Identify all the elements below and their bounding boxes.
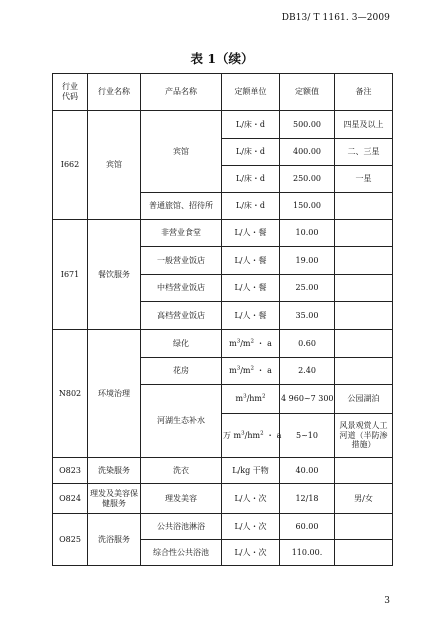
cell-note <box>335 247 393 275</box>
cell-value: 250.00 <box>280 166 335 193</box>
cell-value: 150.00 <box>280 193 335 220</box>
cell-product: 绿化 <box>141 330 222 358</box>
cell-value: 10.00 <box>280 220 335 247</box>
header-code: 行业 代码 <box>53 74 88 111</box>
cell-unit: L/人・次 <box>222 514 280 540</box>
cell-product: 综合性公共浴池 <box>141 540 222 566</box>
cell-product: 宾馆 <box>141 111 222 193</box>
cell-unit: L/人・次 <box>222 484 280 514</box>
header-industry: 行业名称 <box>88 74 141 111</box>
cell-product: 河湖生态补水 <box>141 385 222 458</box>
cell-value: 0.60 <box>280 330 335 358</box>
cell-note <box>335 514 393 540</box>
cell-note: 风景观赏人工河道（半防渗措施） <box>335 414 393 458</box>
cell-note <box>335 302 393 330</box>
cell-product: 理发美容 <box>141 484 222 514</box>
cell-code: I671 <box>53 220 88 330</box>
cell-unit: L/床・d <box>222 111 280 139</box>
table-row <box>53 111 393 139</box>
cell-note <box>335 358 393 385</box>
cell-value: 60.00 <box>280 514 335 540</box>
cell-note: 公园湖泊 <box>335 385 393 414</box>
cell-unit: L/床・d <box>222 139 280 166</box>
cell-product: 普通旅馆、招待所 <box>141 193 222 220</box>
cell-industry: 理发及美容保健服务 <box>88 484 141 514</box>
cell-value: 25.00 <box>280 275 335 302</box>
cell-value: 12/18 <box>280 484 335 514</box>
cell-note <box>335 540 393 566</box>
cell-note: 二、三星 <box>335 139 393 166</box>
cell-value: 2.40 <box>280 358 335 385</box>
cell-note <box>335 193 393 220</box>
cell-unit: L/人・餐 <box>222 275 280 302</box>
cell-unit: L/人・餐 <box>222 220 280 247</box>
cell-product: 非营业食堂 <box>141 220 222 247</box>
cell-note: 男/女 <box>335 484 393 514</box>
cell-note: 四星及以上 <box>335 111 393 139</box>
cell-value: 110.00. <box>280 540 335 566</box>
cell-unit: $m^3/hm^2$ <box>222 385 280 414</box>
cell-industry: 环境治理 <box>88 330 141 458</box>
cell-code: O824 <box>53 484 88 514</box>
cell-note <box>335 458 393 484</box>
cell-note <box>335 275 393 302</box>
cell-industry: 洗染服务 <box>88 458 141 484</box>
cell-code: I662 <box>53 111 88 220</box>
table-row <box>53 458 393 484</box>
cell-unit: L/床・d <box>222 193 280 220</box>
cell-product: 一般营业饭店 <box>141 247 222 275</box>
water-quota-table <box>52 73 393 566</box>
cell-industry: 宾馆 <box>88 111 141 220</box>
cell-unit: L/人・餐 <box>222 247 280 275</box>
cell-value: 500.00 <box>280 111 335 139</box>
header-product: 产品名称 <box>141 74 222 111</box>
table-row <box>53 484 393 514</box>
cell-value: 40.00 <box>280 458 335 484</box>
header-note: 备注 <box>335 74 393 111</box>
cell-value: 400.00 <box>280 139 335 166</box>
cell-industry: 餐饮服务 <box>88 220 141 330</box>
table-row <box>53 330 393 358</box>
cell-unit: $m^3/m^2$ ・ a <box>222 330 280 358</box>
page-number: 3 <box>384 596 390 606</box>
cell-unit: 万 $m^3/hm^2$ ・ a <box>222 414 280 458</box>
standard-code: DB13/ T 1161. 3—2009 <box>281 13 390 23</box>
cell-industry: 洗浴服务 <box>88 514 141 566</box>
cell-value: 19.00 <box>280 247 335 275</box>
cell-unit: L/人・餐 <box>222 302 280 330</box>
cell-code: N802 <box>53 330 88 458</box>
cell-note <box>335 330 393 358</box>
cell-code: O823 <box>53 458 88 484</box>
cell-product: 洗衣 <box>141 458 222 484</box>
cell-unit: L/kg 干物 <box>222 458 280 484</box>
header-value: 定额值 <box>280 74 335 111</box>
table-title: 表 1（续） <box>190 51 254 66</box>
cell-note: 一星 <box>335 166 393 193</box>
header-unit: 定额单位 <box>222 74 280 111</box>
table-row <box>53 514 393 540</box>
table-header-row <box>53 74 393 111</box>
cell-product: 花房 <box>141 358 222 385</box>
table-row <box>53 220 393 247</box>
cell-unit: $m^3/m^2$ ・ a <box>222 358 280 385</box>
cell-product: 中档营业饭店 <box>141 275 222 302</box>
cell-unit: L/床・d <box>222 166 280 193</box>
cell-value: 5~10 <box>280 414 335 458</box>
cell-value: 4 960~7 300 <box>280 385 335 414</box>
cell-value: 35.00 <box>280 302 335 330</box>
cell-note <box>335 220 393 247</box>
cell-product: 高档营业饭店 <box>141 302 222 330</box>
cell-product: 公共浴池淋浴 <box>141 514 222 540</box>
cell-unit: L/人・次 <box>222 540 280 566</box>
cell-code: O825 <box>53 514 88 566</box>
